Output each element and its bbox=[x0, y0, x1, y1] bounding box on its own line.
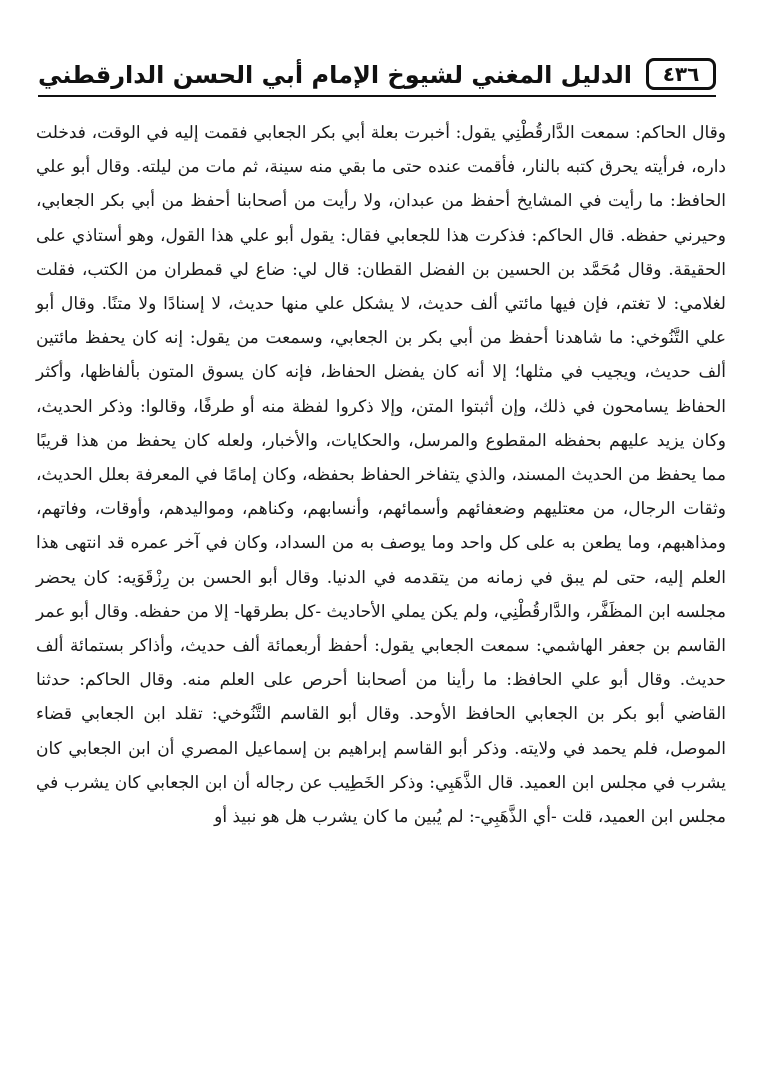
header-divider bbox=[38, 95, 716, 97]
page-number: ٤٣٦ bbox=[646, 58, 716, 90]
body-paragraph: وقال الحاكم: سمعت الدَّارقُطْنِي يقول: أخبرت بعلة أبي بكر الجعابي فقمت إليه في الوقت، فدخلت داره، فرأيته يحرق كتبه بالنار، فأقمت عنده حتى ما بقي منه سينة، ثم مات من ليلته. وقال أبو علي الحافظ: ما رأيت في المشايخ أحفظ من عبدان، ولا رأيت من أصحابنا أحفظ من أبي بكر الجعابي، وحيرني حفظه. قال الحاكم: فذكرت هذا للجعابي فقال: يقول أبو علي هذا القول، وهو أستاذي على الحقيقة. وقال مُحَمَّد بن الحسين بن الفضل القطان: قال لي: ضاع لي قمطران من الكتب، فقلت لغلامي: لا تغتم، فإن فيها مائتي ألف حديث، لا يشكل علي منها حديث، لا إسنادًا ولا متنًا. وقال أبو علي التَّنُوخي: ما شاهدنا أحفظ من أبي بكر بن الجعابي، وسمعت من يقول: إنه كان يحفظ مائتين ألف حديث، ويجيب في مثلها؛ إلا أنه كان يفضل الحفاظ، فإنه كان يسوق المتون بألفاظها، وأكثر الحفاظ يسامحون في ذلك، وإن أثبتوا المتن، وإلا ذكروا لفظة منه أو طرفًا، وقالوا: وذكر الحديث، وكان يزيد عليهم بحفظه المقطوع والمرسل، والحكايات، والأخبار، ولعله كان يحفظ من هذا قريبًا مما يحفظ من الحديث المسند، والذي يتفاخر الحفاظ بحفظه، وكان إمامًا في المعرفة بعلل الحديث، وثقات الرجال، من معتليهم وضعفائهم وأسمائهم، وأنسابهم، وكناهم، ومواليدهم، وأوقات، وفاتهم، ومذاهبهم، وما يطعن به على كل واحد وما يوصف به من السداد، وكان في آخر عمره قد انتهى هذا العلم إليه، حتى لم يبق في زمانه من يتقدمه في الدنيا. وقال أبو الحسن بن رِزْقَوَيه: كان يحضر مجلسه ابن المظَفَّر، والدَّارقُطْنِي، ولم يكن يملي الأحاديث -كل بطرقها- إلا من حفظه. وقال أبو عمر القاسم بن جعفر الهاشمي: سمعت الجعابي يقول: أحفظ أربعمائة ألف حديث، وأذاكر بستمائة ألف حديث. وقال أبو علي الحافظ: ما رأينا من أصحابنا أحرص على العلم منه. وقال الحاكم: حدثنا القاضي أبو بكر بن الجعابي الحافظ الأوحد. وقال أبو القاسم التَّنُوخي: تقلد ابن الجعابي قضاء الموصل، فلم يحمد في ولايته. وذكر أبو القاسم إبراهيم بن إسماعيل المصري أن ابن الجعابي كان يشرب في مجلس ابن العميد. قال الذَّهَبِي: وذكر الخَطِيب عن رجاله أن ابن الجعابي كان يشرب في مجلس ابن العميد، قلت -أي الذَّهَبِي-: لم يُبين ما كان يشرب هل هو نبيذ أو bbox=[36, 123, 726, 828]
page-header bbox=[38, 56, 716, 100]
running-title: الدليل المغني لشيوخ الإمام أبي الحسن الدارقطني bbox=[38, 61, 632, 89]
